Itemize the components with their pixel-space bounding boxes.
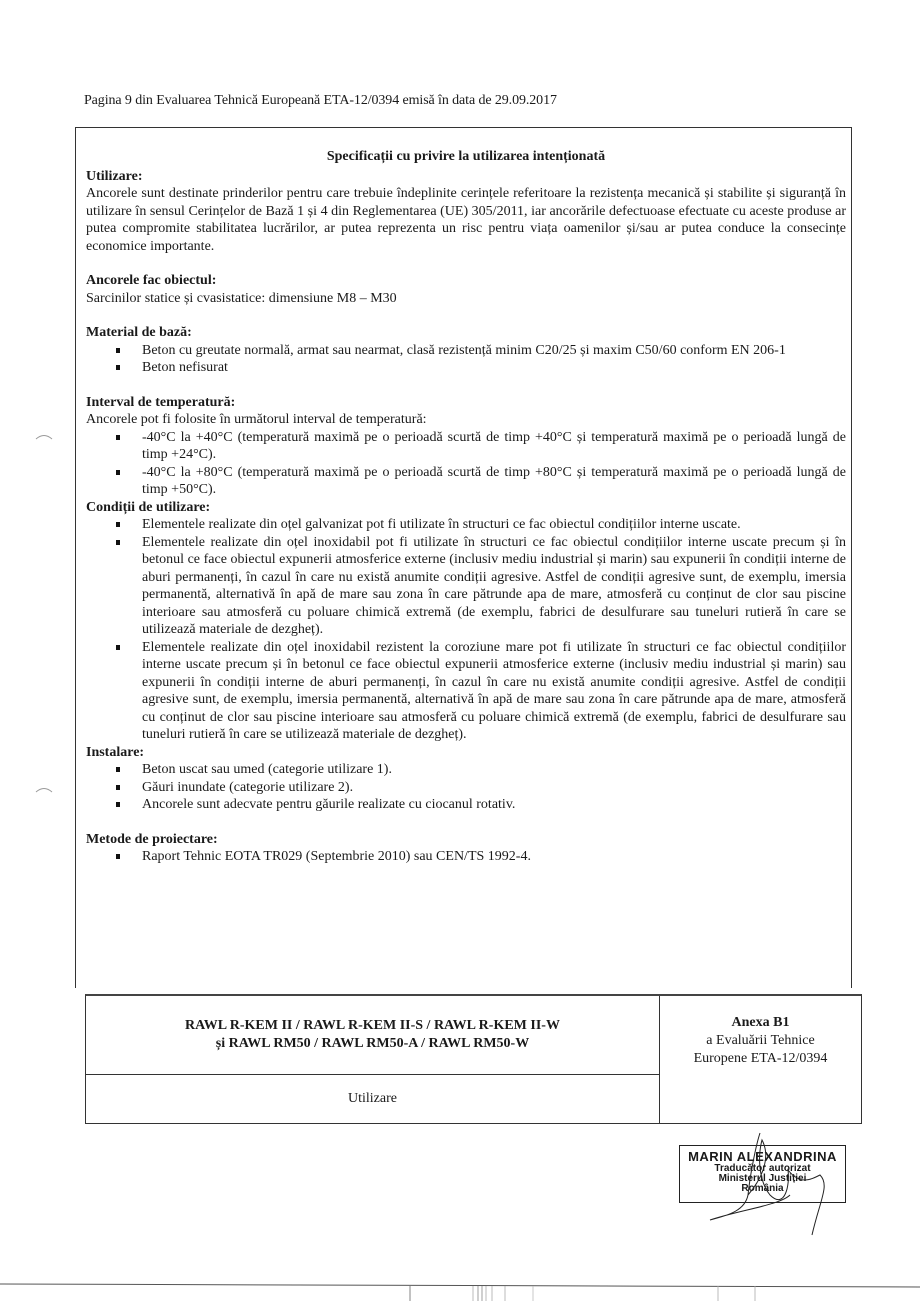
stamp-line-3: România: [741, 1183, 784, 1194]
list-item: -40°C la +80°C (temperatură maximă pe o perioadă scurtă de timp +80°C și temperatură maximă pe o perioadă lungă de timp +50°C).: [142, 464, 846, 497]
stamp-name: MARIN ALEXANDRINA: [688, 1149, 837, 1164]
section-heading-temperatura: Interval de temperatură:: [86, 394, 236, 410]
product-line-2: și RAWL RM50 / RAWL RM50-A / RAWL RM50-W: [215, 1036, 530, 1051]
metode-list: [86, 848, 846, 866]
instalare-list: [86, 761, 846, 814]
list-item: Găuri inundate (categorie utilizare 2).: [142, 779, 846, 797]
stamp-line-2: Ministerul Justiției: [718, 1173, 807, 1184]
section-heading-conditii: Condiții de utilizare:: [86, 499, 211, 515]
list-item: Elementele realizate din oțel inoxidabil rezistent la coroziune mare pot fi utilizate în structuri ce fac obiectul condițiilor interne uscate precum și în betonul ce face obiectul expunerii atmosferice externe (inclusiv mediu industrial și marin) sau expunerii în condiții interne de aburi permanenți, în cazul în care nu există anumite condiții agresive. Astfel de condiții agresive sunt, de exemplu, imersia permanentă, alternativă în apă de mare sau zona în care pătrunde apa de mare, atmosferă cu conținut de clor sau piscine interioare sau atmosferă cu poluare chimică extremă (de exemplu, fabrici de desulfurare sau tuneluri rutieră în care se utilizează materiale de dezgheț).: [142, 639, 846, 742]
list-item: Beton cu greutate normală, armat sau nearmat, clasă rezistență minim C20/25 și maxim C50/60 conform EN 206-1: [142, 342, 846, 360]
section-heading-material: Material de bază:: [86, 325, 192, 340]
product-line-1: RAWL R-KEM II / RAWL R-KEM II-S / RAWL R-KEM II-W: [185, 1018, 560, 1033]
temperatura-intro: Ancorele pot fi folosite în următorul interval de temperatură:: [86, 412, 427, 427]
obiect-text: Sarcinilor statice și cvasistatice: dimensiune M8 – M30: [86, 290, 397, 306]
temperatura-list: [86, 429, 846, 499]
specifications-content: [86, 148, 846, 866]
stamp-line-1: Traducător autorizat: [714, 1163, 811, 1174]
conditii-list: [86, 516, 846, 744]
utilizare-text: Ancorele sunt destinate prinderilor pentru care trebuie îndeplinite cerințele referitoare la rezistența mecanică și stabilite și siguranță în utilizare în sensul Cerințelor de Bază 1 și 4 din Reglementarea (UE) 305/2011, iar ancorările defectuoase efectuate cu aceste produse ar putea compromite stabilitatea lucrărilor, ar putea reprezenta un risc pentru viața oamenilor și/sau ar putea conduce la consecințe economice importante.: [86, 186, 846, 254]
section-heading-metode: Metode de proiectare:: [86, 831, 218, 847]
list-item: -40°C la +40°C (temperatură maximă pe o perioadă scurtă de timp +40°C și temperatură maximă pe o perioadă lungă de timp +24°C).: [142, 429, 846, 462]
list-item: Elementele realizate din oțel inoxidabil pot fi utilizate în structuri ce fac obiectul condițiilor interne uscate precum și în betonul ce face obiectul expunerii atmosferice externe (inclusiv mediu industrial și marin) sau expunerii în condiții interne de aburi permanenți, în cazul în care nu există anumite condiții agresive. Astfel de condiții agresive sunt, de exemplu, imersia permanentă, alternativă în apă de mare sau zona în care pătrunde apa de mare, atmosferă cu conținut de clor sau piscine interioare sau atmosferă cu poluare chimică extremă (de exemplu, fabrici de desulfurare sau tuneluri rutieră în care se utilizează materiale de dezgheț).: [142, 534, 846, 637]
usage-label: Utilizare: [348, 1091, 397, 1106]
material-list: [86, 342, 846, 377]
section-heading-utilizare: Utilizare:: [86, 168, 143, 184]
hole-punch-mark-icon: [34, 432, 54, 440]
product-names: [86, 996, 659, 1075]
list-item: Elementele realizate din oțel galvanizat pot fi utilizate în structuri ce fac obiectul condițiilor interne uscate.: [142, 516, 846, 534]
footer-left-cell: [86, 996, 660, 1123]
list-item: Beton uscat sau umed (categorie utilizare 1).: [142, 761, 846, 779]
section-heading-instalare: Instalare:: [86, 744, 145, 760]
annex-title: Anexa B1: [731, 1015, 790, 1030]
spec-title: Specificații cu privire la utilizarea intenționată: [326, 149, 606, 164]
annex-line-2: a Evaluării Tehnice: [706, 1033, 815, 1048]
annex-cell: [660, 996, 861, 1123]
list-item: Raport Tehnic EOTA TR029 (Septembrie 2010) sau CEN/TS 1992-4.: [142, 848, 846, 866]
list-item: Ancorele sunt adecvate pentru găurile realizate cu ciocanul rotativ.: [142, 796, 846, 814]
footer-title-block: [85, 994, 862, 1124]
list-item: Beton nefisurat: [142, 359, 846, 377]
section-heading-obiect: Ancorele fac obiectul:: [86, 273, 217, 288]
hole-punch-mark-icon: [34, 785, 54, 793]
annex-line-3: Europene ETA-12/0394: [693, 1051, 828, 1066]
scan-edge-line: [0, 1283, 920, 1301]
page-header: Pagina 9 din Evaluarea Tehnică Europeană ETA-12/0394 emisă în data de 29.09.2017: [84, 93, 557, 108]
signature-icon: [690, 1125, 840, 1245]
